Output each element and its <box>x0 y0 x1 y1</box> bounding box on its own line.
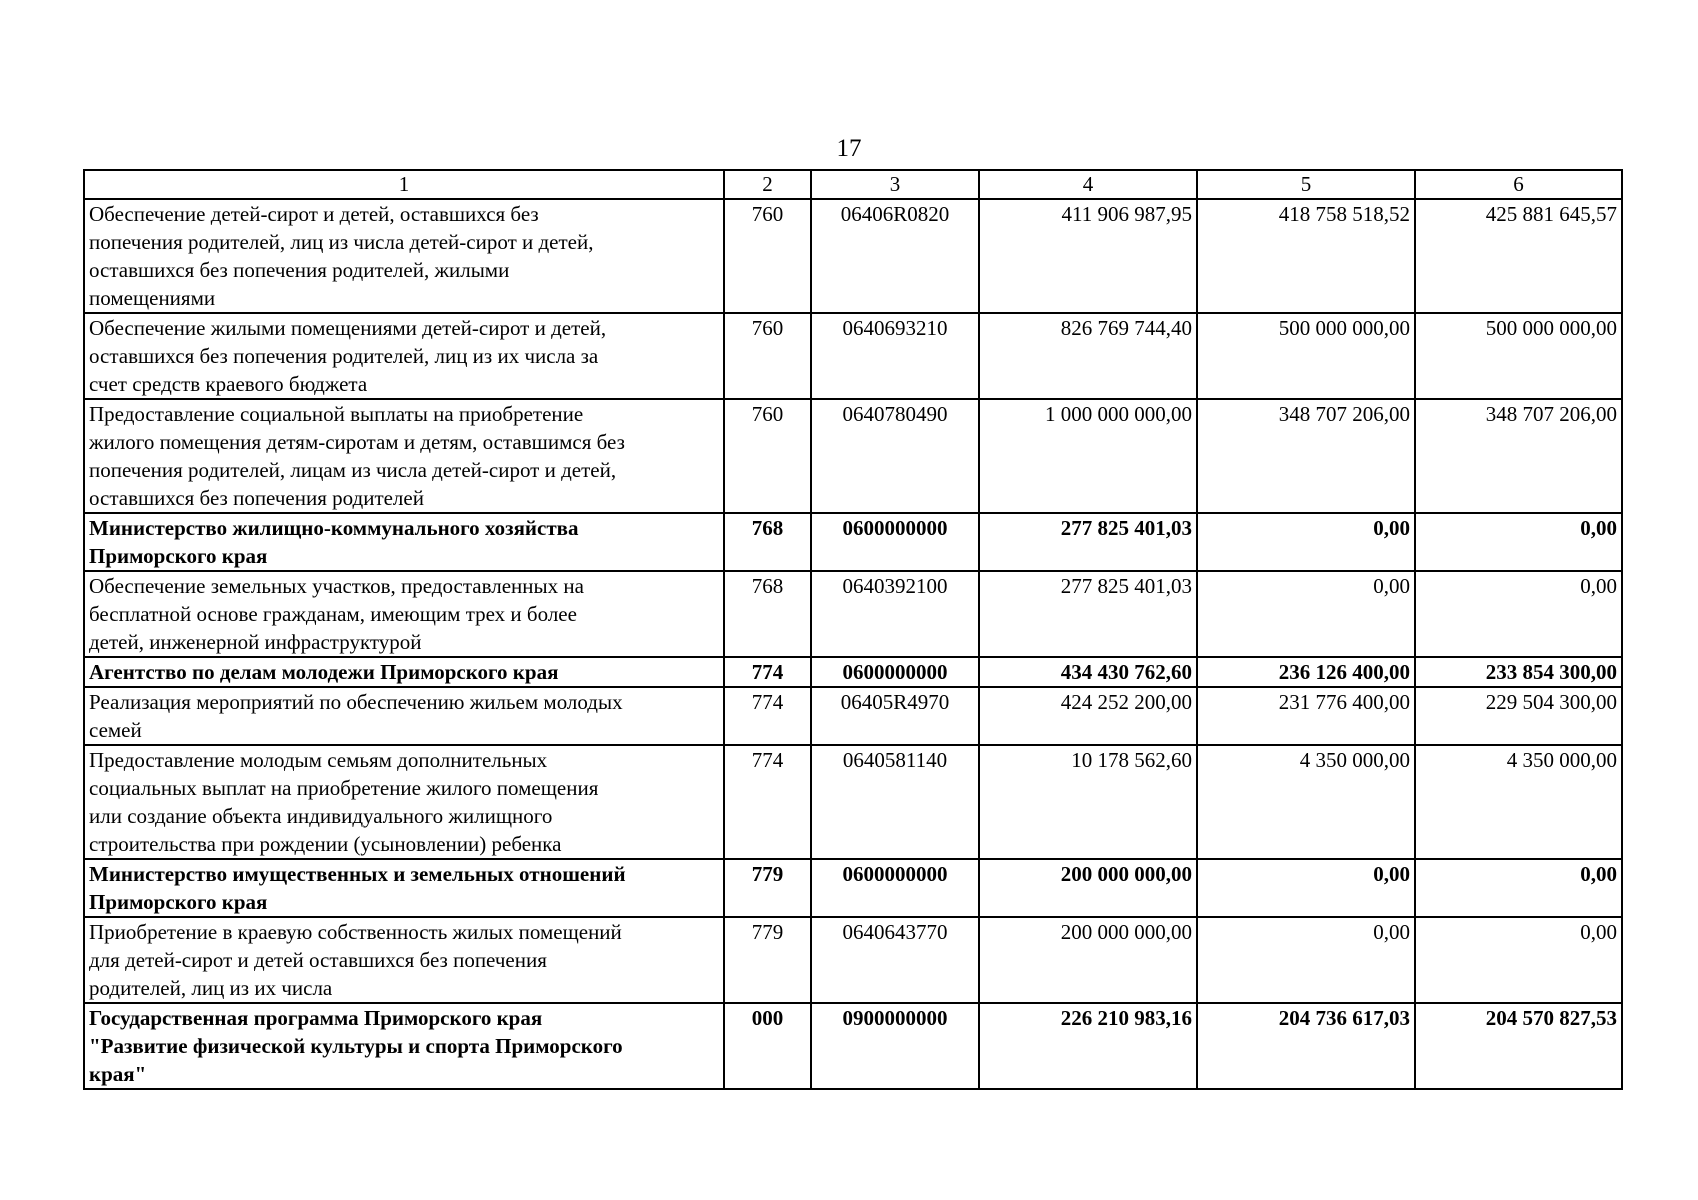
row-name-line: Предоставление социальной выплаты на приобретение <box>89 402 584 426</box>
amount-col4-cell: 1 000 000 000,00 <box>979 399 1197 513</box>
amount-col5-cell: 0,00 <box>1197 917 1415 1003</box>
column-header: 2 <box>724 170 811 199</box>
classification-code-cell: 0600000000 <box>811 513 979 571</box>
admin-code-cell: 779 <box>724 917 811 1003</box>
classification-code-cell: 06405R4970 <box>811 687 979 745</box>
amount-col6-cell: 0,00 <box>1415 859 1622 917</box>
amount-col5-cell: 0,00 <box>1197 859 1415 917</box>
row-name-line: детей, инженерной инфраструктурой <box>89 630 422 654</box>
row-name-line: Приобретение в краевую собственность жилых помещений <box>89 920 622 944</box>
admin-code-cell: 774 <box>724 657 811 687</box>
amount-col6-cell: 348 707 206,00 <box>1415 399 1622 513</box>
table-row <box>84 859 1622 917</box>
row-name-line: попечения родителей, лицам из числа детей-сирот и детей, <box>89 458 617 482</box>
row-name-line: Министерство жилищно-коммунального хозяйства <box>89 516 579 540</box>
classification-code-cell: 0640693210 <box>811 313 979 399</box>
amount-col6-cell: 0,00 <box>1415 513 1622 571</box>
classification-code-cell: 0600000000 <box>811 657 979 687</box>
table-row <box>84 571 1622 657</box>
amount-col5-cell: 348 707 206,00 <box>1197 399 1415 513</box>
header-row <box>84 170 1622 199</box>
admin-code-cell: 768 <box>724 513 811 571</box>
row-name-line: Государственная программа Приморского края <box>89 1006 543 1030</box>
table-row <box>84 687 1622 745</box>
row-name-line: счет средств краевого бюджета <box>89 372 368 396</box>
amount-col4-cell: 434 430 762,60 <box>979 657 1197 687</box>
row-name-line: бесплатной основе гражданам, имеющим трех и более <box>89 602 577 626</box>
row-name-cell <box>84 399 724 513</box>
amount-col5-cell: 204 736 617,03 <box>1197 1003 1415 1089</box>
amount-col6-cell: 0,00 <box>1415 917 1622 1003</box>
row-name-cell <box>84 199 724 313</box>
amount-col4-cell: 200 000 000,00 <box>979 917 1197 1003</box>
admin-code-cell: 760 <box>724 313 811 399</box>
classification-code-cell: 0600000000 <box>811 859 979 917</box>
amount-col6-cell: 4 350 000,00 <box>1415 745 1622 859</box>
row-name-line: Приморского края <box>89 890 268 914</box>
row-name-line: Предоставление молодым семьям дополнительных <box>89 748 548 772</box>
admin-code-cell: 000 <box>724 1003 811 1089</box>
amount-col5-cell: 0,00 <box>1197 571 1415 657</box>
admin-code-cell: 774 <box>724 687 811 745</box>
classification-code-cell: 0640392100 <box>811 571 979 657</box>
amount-col6-cell: 425 881 645,57 <box>1415 199 1622 313</box>
row-name-line: Приморского края <box>89 544 268 568</box>
table-body <box>84 199 1622 1089</box>
amount-col6-cell: 229 504 300,00 <box>1415 687 1622 745</box>
classification-code-cell: 0640581140 <box>811 745 979 859</box>
amount-col5-cell: 418 758 518,52 <box>1197 199 1415 313</box>
amount-col4-cell: 200 000 000,00 <box>979 859 1197 917</box>
row-name-line: Агентство по делам молодежи Приморского края <box>89 660 559 684</box>
row-name-cell <box>84 657 724 687</box>
table-row <box>84 917 1622 1003</box>
table-row <box>84 399 1622 513</box>
classification-code-cell: 0640780490 <box>811 399 979 513</box>
admin-code-cell: 768 <box>724 571 811 657</box>
amount-col5-cell: 0,00 <box>1197 513 1415 571</box>
row-name-line: Обеспечение земельных участков, предоставленных на <box>89 574 584 598</box>
row-name-line: или создание объекта индивидуального жилищного <box>89 804 553 828</box>
row-name-line: оставшихся без попечения родителей, лиц из их числа за <box>89 344 599 368</box>
amount-col4-cell: 277 825 401,03 <box>979 513 1197 571</box>
row-name-line: помещениями <box>89 286 216 310</box>
row-name-line: попечения родителей, лиц из числа детей-сирот и детей, <box>89 230 594 254</box>
amount-col6-cell: 233 854 300,00 <box>1415 657 1622 687</box>
amount-col5-cell: 4 350 000,00 <box>1197 745 1415 859</box>
amount-col4-cell: 424 252 200,00 <box>979 687 1197 745</box>
amount-col6-cell: 500 000 000,00 <box>1415 313 1622 399</box>
column-header: 4 <box>979 170 1197 199</box>
classification-code-cell: 06406R0820 <box>811 199 979 313</box>
admin-code-cell: 760 <box>724 199 811 313</box>
table-row <box>84 313 1622 399</box>
column-header: 1 <box>84 170 724 199</box>
admin-code-cell: 774 <box>724 745 811 859</box>
amount-col4-cell: 226 210 983,16 <box>979 1003 1197 1089</box>
table-row <box>84 1003 1622 1089</box>
row-name-cell <box>84 513 724 571</box>
admin-code-cell: 760 <box>724 399 811 513</box>
row-name-cell <box>84 313 724 399</box>
row-name-cell <box>84 1003 724 1089</box>
column-header: 3 <box>811 170 979 199</box>
row-name-cell <box>84 687 724 745</box>
row-name-cell <box>84 571 724 657</box>
amount-col4-cell: 10 178 562,60 <box>979 745 1197 859</box>
row-name-cell <box>84 917 724 1003</box>
table-row <box>84 513 1622 571</box>
row-name-line: оставшихся без попечения родителей <box>89 486 424 510</box>
row-name-line: оставшихся без попечения родителей, жилыми <box>89 258 510 282</box>
column-header: 6 <box>1415 170 1622 199</box>
table-row <box>84 199 1622 313</box>
table-row <box>84 745 1622 859</box>
row-name-line: Министерство имущественных и земельных отношений <box>89 862 626 886</box>
amount-col4-cell: 411 906 987,95 <box>979 199 1197 313</box>
amount-col4-cell: 826 769 744,40 <box>979 313 1197 399</box>
table-row <box>84 657 1622 687</box>
row-name-line: жилого помещения детям-сиротам и детям, оставшимся без <box>89 430 625 454</box>
classification-code-cell: 0900000000 <box>811 1003 979 1089</box>
row-name-line: края" <box>89 1062 147 1086</box>
row-name-line: "Развитие физической культуры и спорта Приморского <box>89 1034 623 1058</box>
row-name-line: Обеспечение детей-сирот и детей, оставшихся без <box>89 202 539 226</box>
amount-col4-cell: 277 825 401,03 <box>979 571 1197 657</box>
amount-col6-cell: 204 570 827,53 <box>1415 1003 1622 1089</box>
amount-col5-cell: 500 000 000,00 <box>1197 313 1415 399</box>
budget-table <box>83 169 1623 1090</box>
row-name-line: социальных выплат на приобретение жилого помещения <box>89 776 599 800</box>
row-name-line: строительства при рождении (усыновлении) ребенка <box>89 832 562 856</box>
row-name-cell <box>84 745 724 859</box>
amount-col6-cell: 0,00 <box>1415 571 1622 657</box>
column-header: 5 <box>1197 170 1415 199</box>
page-number: 17 <box>836 135 862 162</box>
row-name-line: для детей-сирот и детей оставшихся без попечения <box>89 948 547 972</box>
row-name-cell <box>84 859 724 917</box>
amount-col5-cell: 231 776 400,00 <box>1197 687 1415 745</box>
row-name-line: Реализация мероприятий по обеспечению жильем молодых <box>89 690 623 714</box>
classification-code-cell: 0640643770 <box>811 917 979 1003</box>
admin-code-cell: 779 <box>724 859 811 917</box>
amount-col5-cell: 236 126 400,00 <box>1197 657 1415 687</box>
row-name-line: Обеспечение жилыми помещениями детей-сирот и детей, <box>89 316 607 340</box>
row-name-line: семей <box>89 718 142 742</box>
row-name-line: родителей, лиц из их числа <box>89 976 333 1000</box>
